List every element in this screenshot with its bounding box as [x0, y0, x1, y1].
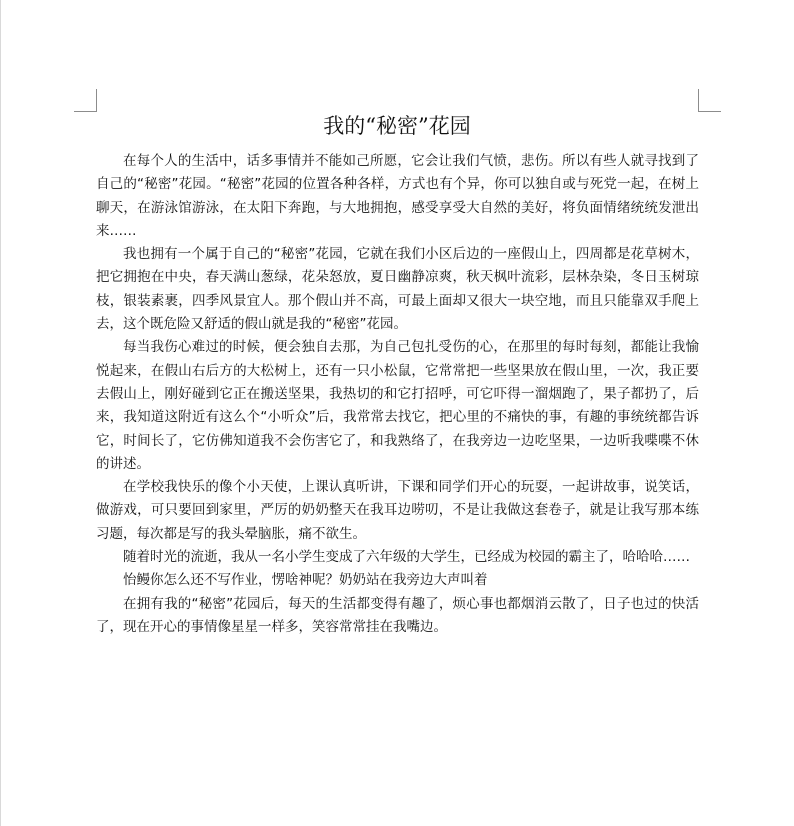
crop-mark-top-left — [74, 89, 97, 112]
page-left-edge — [0, 0, 1, 826]
paragraph-4: 在学校我快乐的像个小天使，上课认真听讲，下课和同学们开心的玩耍，一起讲故事，说笑话，做游戏，可只要回到家里，严厉的奶奶整天在我耳边唠叨，不是让我做这套卷子，就是让我写那本练习题，每次都是写的我头晕脑胀，痛不欲生。 — [96, 479, 699, 542]
paragraph-2: 我也拥有一个属于自己的“秘密”花园，它就在我们小区后边的一座假山上，四周都是花草树木，把它拥抱在中央，春天满山葱绿，花朵怒放，夏日幽静凉爽，秋天枫叶流彩，层林杂染，冬日玉树琼枝，银装素裹，四季风景宜人。那个假山并不高，可最上面却又很大一块空地，而且只能靠双手爬上去，这个既危险又舒适的假山就是我的“秘密”花园。 — [96, 246, 699, 333]
crop-mark-top-right — [698, 89, 721, 112]
document-body — [96, 150, 699, 639]
paragraph-3: 每当我伤心难过的时候，便会独自去那，为自己包扎受伤的心，在那里的每时每刻，都能让我愉悦起来，在假山右后方的大松树上，还有一只小松鼠，它常常把一些坚果放在假山里，一次，我正要去假山上，刚好碰到它正在搬送坚果，我热切的和它打招呼，可它吓得一溜烟跑了，果子都扔了，后来，我知道这附近有这么个“小听众”后，我常常去找它，把心里的不痛快的事，有趣的事统统都告诉它，时间长了，它仿佛知道我不会伤害它了，和我熟络了，在我旁边一边吃坚果，一边听我喋喋不休的讲述。 — [96, 339, 699, 472]
paragraph-7: 在拥有我的“秘密”花园后，每天的生活都变得有趣了，烦心事也都烟消云散了，日子也过的快活了，现在开心的事情像星星一样多，笑容常常挂在我嘴边。 — [96, 595, 699, 635]
paragraph-6: 怡鳗你怎么还不写作业，愣啥神呢？奶奶站在我旁边大声叫着 — [123, 572, 488, 589]
document-title: 我的“秘密”花园 — [323, 114, 471, 138]
paragraph-1: 在每个人的生活中，话多事情并不能如己所愿，它会让我们气愤，悲伤。所以有些人就寻找到了自己的“秘密”花园。“秘密”花园的位置各种各样，方式也有个异，你可以独自或与死党一起，在树上聊天，在游泳馆游泳，在太阳下奔跑，与大地拥抱，感受享受大自然的美好，将负面情绪统统发泄出来…… — [96, 153, 699, 239]
paragraph-5: 随着时光的流逝，我从一名小学生变成了六年级的大学生，已经成为校园的霸主了，哈哈哈…… — [123, 549, 690, 566]
